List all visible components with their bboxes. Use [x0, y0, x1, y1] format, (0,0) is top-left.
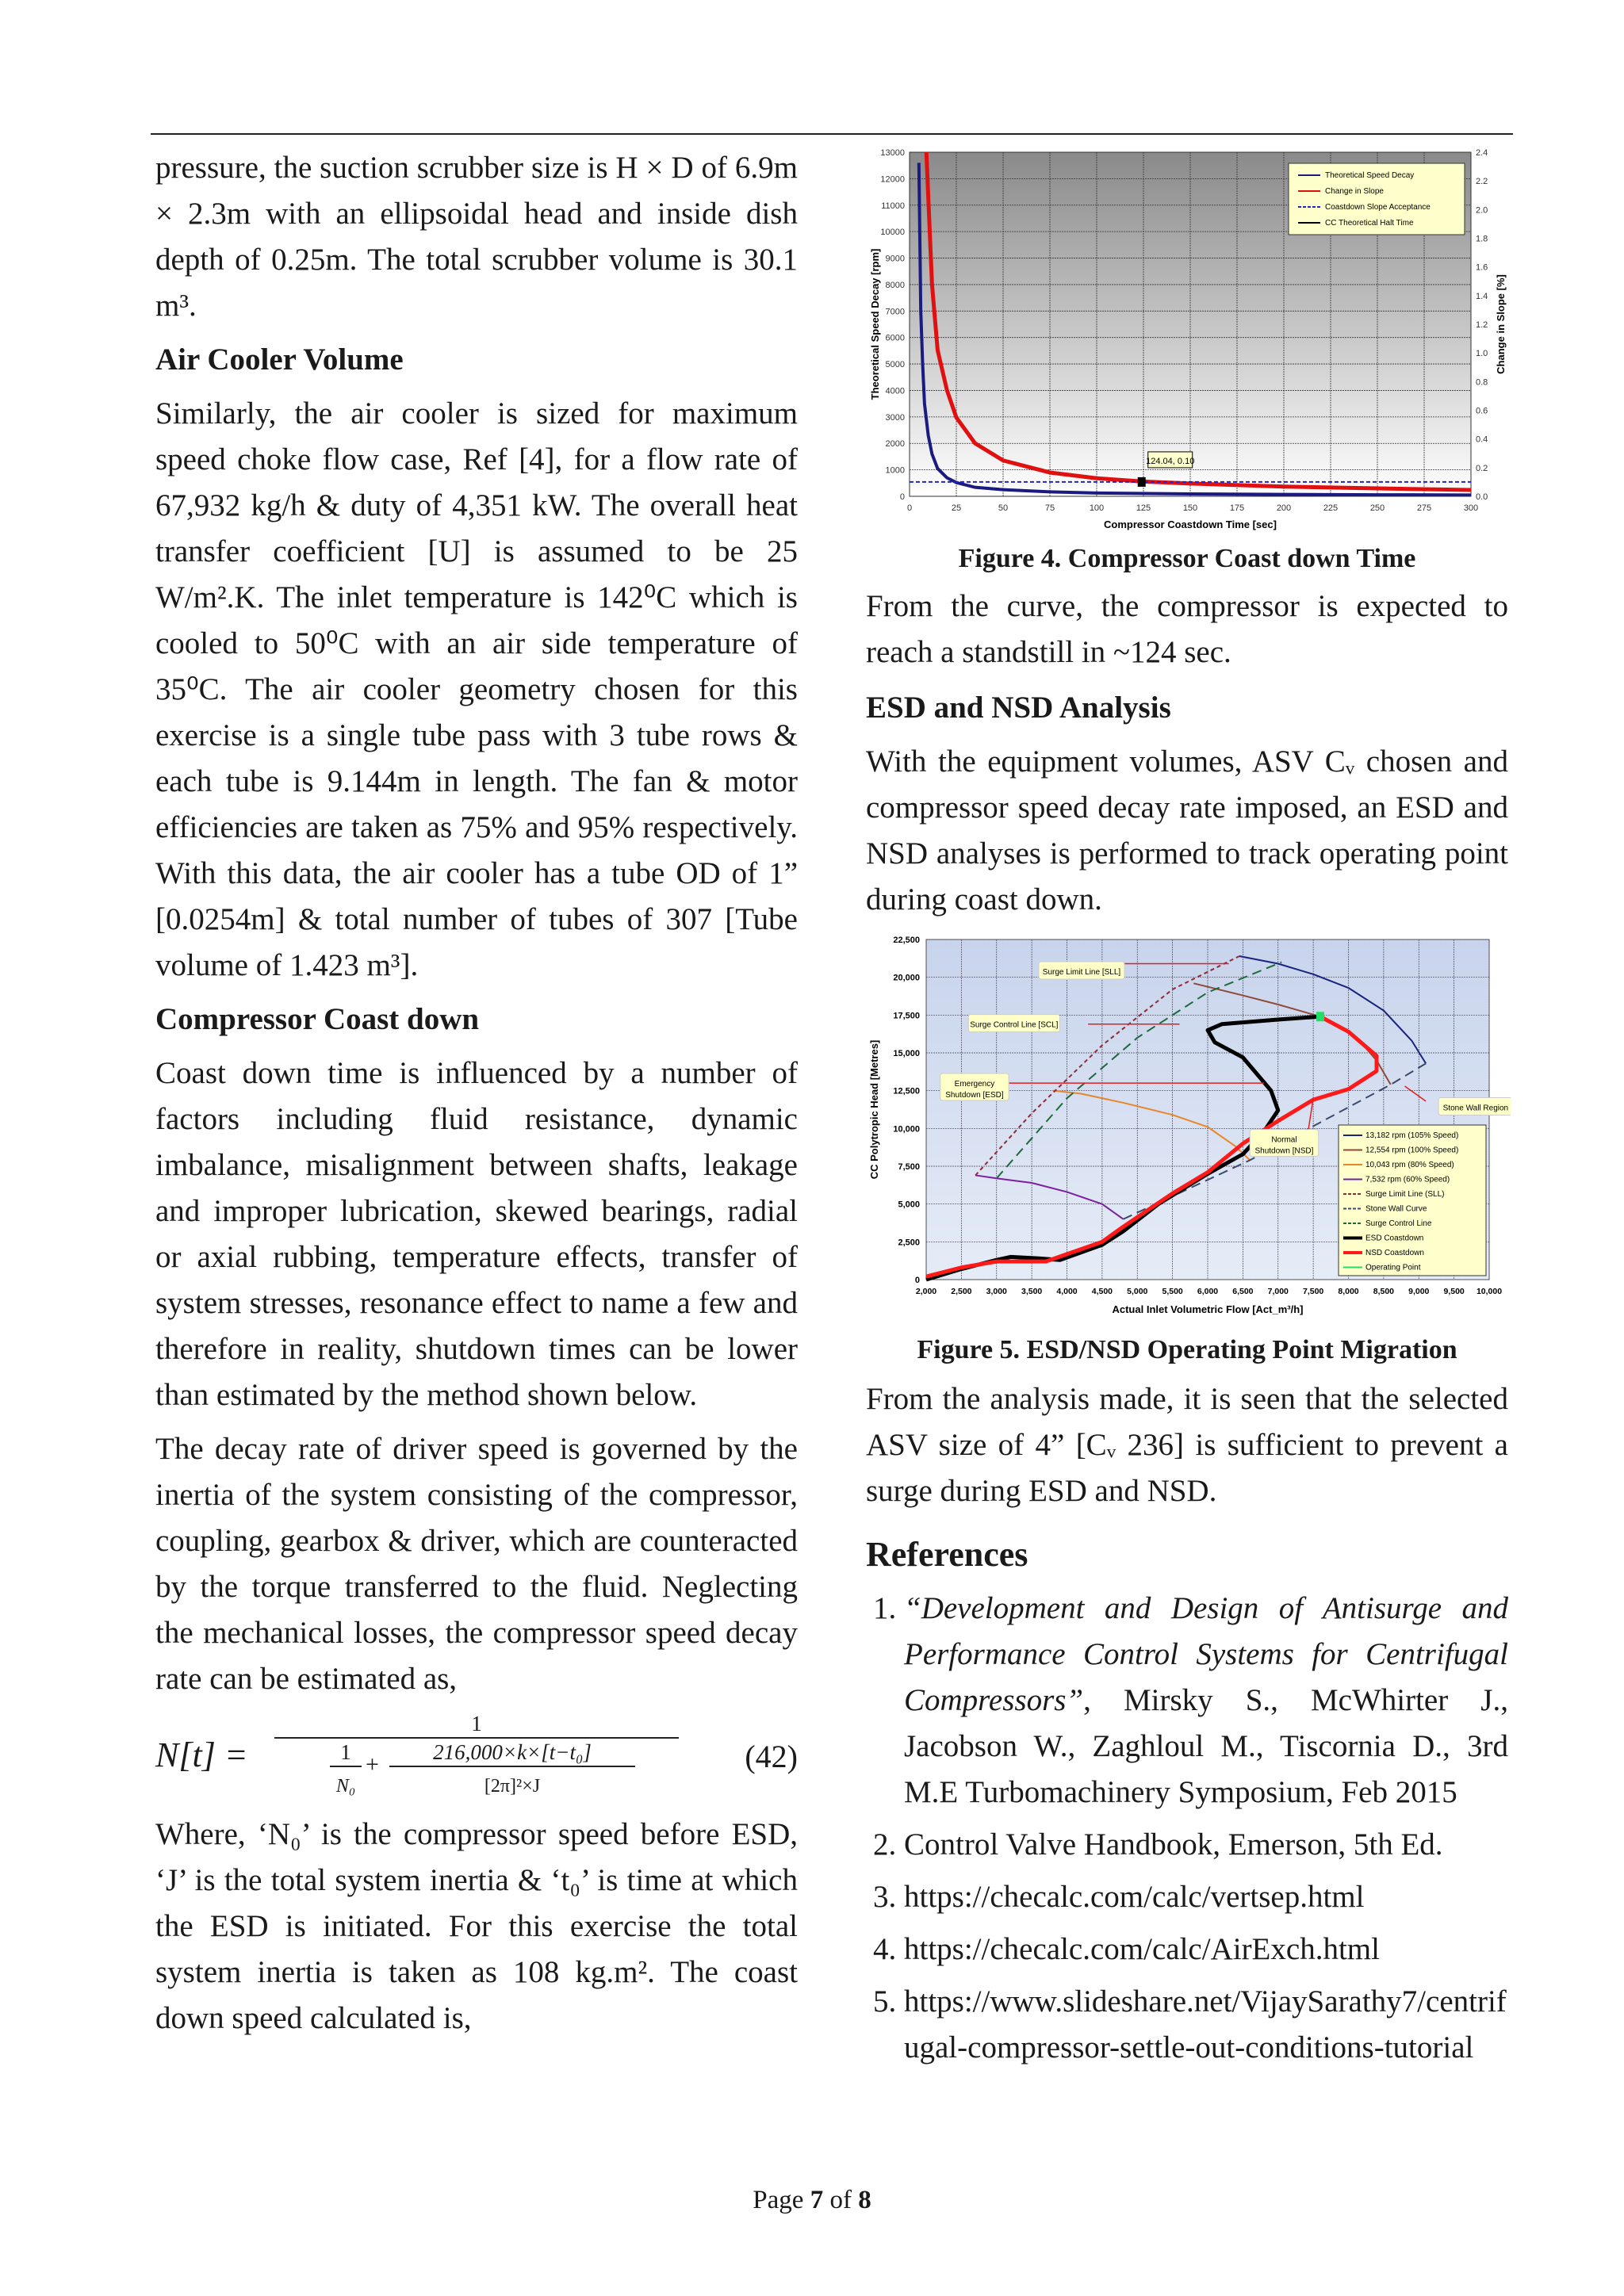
- y2-tick-label: 1.6: [1476, 262, 1488, 273]
- annotation-label: Surge Limit Line [SLL]: [1042, 967, 1121, 977]
- x-tick-label: 250: [1369, 503, 1385, 513]
- y-tick-label: 3000: [885, 412, 905, 423]
- y2-tick-label: 2.4: [1476, 148, 1488, 158]
- y2-tick-label: 1.2: [1476, 320, 1488, 330]
- references-list: [866, 1586, 1508, 2077]
- x-tick-label: 4,500: [1091, 1287, 1113, 1296]
- x-tick-label: 25: [951, 503, 962, 513]
- paragraph: Where, ‘N₀’ is the compressor speed before ESD, ‘J’ is the total system inertia & ‘t₀’ is time at which the ESD is initiated. For this exercise the total system inertia is taken as 108 kg.m². The coast down speed calculated is,: [155, 1817, 798, 2035]
- x-tick-label: 6,500: [1232, 1287, 1254, 1296]
- legend-label: Change in Slope: [1325, 187, 1384, 196]
- x-tick-label: 275: [1416, 503, 1432, 513]
- paragraph: Coast down time is influenced by a number of factors including fluid resistance, dynamic imbalance, misalignment between shafts, leakage and improper lubrication, skewed bearings, radial or axial rubbing, temperature effects, transfer of system stresses, resonance effect to name a few and therefore in reality, shutdown times can be lower than estimated by the method shown below.: [155, 1056, 798, 1412]
- legend-label: Stone Wall Curve: [1365, 1204, 1427, 1214]
- x-tick-label: 8,000: [1338, 1287, 1359, 1296]
- paragraph: With the equipment volumes, ASV Cᵥ chosen and compressor speed decay rate imposed, an ESD and NSD analyses is performed to track operating point during coast down.: [866, 744, 1508, 916]
- reference-text: , Mirsky S., McWhirter J., Jacobson W., Zaghloul M., Tiscornia D., 3rd M.E Turbomachinery Symposium, Feb 2015: [904, 1683, 1508, 1809]
- x-tick-label: 50: [998, 503, 1009, 513]
- header-rule: [151, 133, 1513, 135]
- x-tick-label: 75: [1044, 503, 1055, 513]
- eq-den-d: [2π]²×J: [484, 1776, 541, 1797]
- x-tick-label: 9,500: [1443, 1287, 1465, 1296]
- annotation-label: Shutdown [NSD]: [1254, 1146, 1314, 1156]
- equation-lhs: N[t] =: [155, 1735, 248, 1774]
- page-total: 8: [858, 2186, 871, 2214]
- page-footer: [0, 2186, 1624, 2215]
- y-tick-label: 0: [914, 1276, 920, 1285]
- annotation-label: Stone Wall Region: [1442, 1104, 1509, 1113]
- legend-label: 10,043 rpm (80% Speed): [1365, 1161, 1454, 1169]
- heading-air-cooler: Air Cooler Volume: [155, 342, 404, 377]
- y-tick-label: 2000: [885, 439, 905, 450]
- eq-den-a: 1: [330, 1739, 362, 1767]
- x-tick-label: 200: [1276, 503, 1292, 513]
- paragraph: From the analysis made, it is seen that the selected ASV size of 4” [Cᵥ 236] is sufficient to prevent a surge during ESD and NSD.: [866, 1382, 1508, 1508]
- y-tick-label: 20,000: [893, 973, 920, 983]
- paragraph: From the curve, the compressor is expected to reach a standstill in ~124 sec.: [866, 589, 1508, 669]
- y-tick-label: 5,000: [898, 1200, 920, 1210]
- heading-references: References: [866, 1535, 1028, 1574]
- page-number: 7: [810, 2186, 824, 2214]
- reference-item[interactable]: [904, 1979, 1508, 2071]
- paragraph: The decay rate of driver speed is governed by the inertia of the system consisting of the compressor, coupling, gearbox & driver, which are counteracted by the torque transferred to the fluid. Neglecting the mechanical losses, the compressor speed decay rate can be estimated as,: [155, 1432, 798, 1696]
- y-tick-label: 4000: [885, 386, 905, 396]
- x-tick-label: 100: [1089, 503, 1105, 513]
- y2-tick-label: 0.6: [1476, 406, 1488, 416]
- annotation-label: Shutdown [ESD]: [945, 1091, 1004, 1100]
- eq-den-c: 216,000×k×[t−t₀]: [389, 1739, 635, 1767]
- legend-label: Operating Point: [1365, 1263, 1421, 1272]
- y2-tick-label: 1.0: [1476, 349, 1488, 359]
- annotation-label: Emergency: [954, 1080, 995, 1089]
- x-tick-label: 300: [1463, 503, 1479, 513]
- y2-tick-label: 0.2: [1476, 463, 1488, 473]
- x-tick-label: 3,000: [986, 1287, 1007, 1296]
- x-tick-label: 150: [1182, 503, 1198, 513]
- reference-item[interactable]: [904, 1927, 1508, 1973]
- y-tick-label: 13000: [880, 148, 905, 158]
- y-tick-label: 10000: [880, 228, 905, 238]
- paragraph: Similarly, the air cooler is sized for maximum speed choke flow case, Ref [4], for a flow rate of 67,932 kg/h & duty of 4,351 kW. The overall heat transfer coefficient [U] is assumed to be 25 W/m².K. The inlet temperature is 142⁰C which is cooled to 50⁰C with an air side temperature of 35⁰C. The air cooler geometry chosen for this exercise is a single tube pass with 3 tube rows & each tube is 9.144m in length. The fan & motor efficiencies are taken as 75% and 95% respectively. With this data, the air cooler has a tube OD of 1” [0.0254m] & total number of tubes of 307 [Tube volume of 1.423 m³].: [155, 396, 798, 982]
- legend-label: Theoretical Speed Decay: [1325, 171, 1415, 180]
- equation-number: (42): [745, 1739, 798, 1774]
- x-tick-label: 125: [1136, 503, 1151, 513]
- reference-link[interactable]: https://checalc.com/calc/AirExch.html: [904, 1932, 1380, 1966]
- eq-plus: +: [366, 1751, 379, 1777]
- y2-tick-label: 1.8: [1476, 234, 1488, 244]
- x-tick-label: 2,000: [915, 1287, 937, 1296]
- heading-esd-nsd: ESD and NSD Analysis: [866, 691, 1171, 725]
- equation-fraction: [274, 1710, 679, 1805]
- reference-link[interactable]: https://www.slideshare.net/VijaySarathy7/centrifugal-compressor-settle-out-conditions-tutorial: [904, 1984, 1507, 2064]
- y2-tick-label: 0.8: [1476, 377, 1488, 388]
- heading-coast-down: Compressor Coast down: [155, 1002, 480, 1036]
- figure-4-caption: Figure 4. Compressor Coast down Time: [958, 544, 1416, 573]
- coastdown-chart: [864, 143, 1515, 539]
- x-tick-label: 3,500: [1021, 1287, 1043, 1296]
- legend-label: NSD Coastdown: [1365, 1249, 1424, 1257]
- reference-text: Control Valve Handbook, Emerson, 5th Ed.: [904, 1827, 1443, 1862]
- y-tick-label: 12000: [880, 174, 905, 185]
- legend-label: Surge Limit Line (SLL): [1365, 1190, 1445, 1199]
- annotation-label: 124.04, 0.10: [1146, 456, 1195, 466]
- x-axis-label: Compressor Coastdown Time [sec]: [1104, 519, 1277, 530]
- x-tick-label: 0: [906, 503, 913, 513]
- left-column: [155, 145, 798, 2049]
- y-tick-label: 7,500: [898, 1162, 920, 1172]
- legend-label: 13,182 rpm (105% Speed): [1365, 1131, 1459, 1140]
- legend-label: CC Theoretical Halt Time: [1325, 219, 1414, 228]
- x-tick-label: 7,500: [1302, 1287, 1324, 1296]
- x-tick-label: 175: [1229, 503, 1245, 513]
- y-tick-label: 11000: [881, 201, 905, 211]
- legend-label: Surge Control Line: [1365, 1219, 1432, 1228]
- operating-point-chart: [860, 928, 1511, 1324]
- equation-numerator: 1: [274, 1710, 679, 1739]
- x-tick-label: 225: [1323, 503, 1339, 513]
- y-tick-label: 2,500: [898, 1238, 920, 1248]
- x-tick-label: 10,000: [1476, 1287, 1503, 1296]
- y-tick-label: 8000: [885, 280, 905, 290]
- x-tick-label: 2,500: [951, 1287, 972, 1296]
- y2-axis-label: Change in Slope [%]: [1495, 274, 1507, 374]
- legend-label: Coastdown Slope Acceptance: [1325, 203, 1431, 212]
- y-axis-label: CC Polytropic Head [Metres]: [868, 1039, 880, 1180]
- reference-link[interactable]: https://checalc.com/calc/vertsep.html: [904, 1880, 1365, 1914]
- equation-42: [155, 1710, 798, 1804]
- y-axis-label: Theoretical Speed Decay [rpm]: [869, 248, 881, 400]
- legend-label: ESD Coastdown: [1365, 1234, 1424, 1243]
- y-tick-label: 12,500: [893, 1086, 920, 1096]
- footer-prefix: Page: [753, 2186, 810, 2214]
- annotation-label: Surge Control Line [SCL]: [970, 1020, 1059, 1030]
- y-tick-label: 5000: [885, 360, 905, 370]
- reference-item: [904, 1586, 1508, 1816]
- y2-tick-label: 2.0: [1476, 205, 1488, 216]
- operating-point-marker: [1316, 1012, 1324, 1021]
- y-tick-label: 10,000: [893, 1124, 920, 1135]
- figure-5-caption: Figure 5. ESD/NSD Operating Point Migration: [917, 1335, 1457, 1364]
- y2-tick-label: 1.4: [1476, 291, 1488, 301]
- reference-item[interactable]: [904, 1874, 1508, 1920]
- y-tick-label: 0: [899, 492, 905, 502]
- x-tick-label: 5,000: [1127, 1287, 1148, 1296]
- y-tick-label: 15,000: [893, 1049, 920, 1058]
- x-tick-label: 9,000: [1408, 1287, 1430, 1296]
- paragraph: pressure, the suction scrubber size is H × D of 6.9m × 2.3m with an ellipsoidal head and inside dish depth of 0.25m. The total scrubber volume is 30.1 m³.: [155, 151, 798, 323]
- y-tick-label: 7000: [885, 307, 905, 317]
- x-tick-label: 4,000: [1056, 1287, 1078, 1296]
- x-tick-label: 5,500: [1162, 1287, 1183, 1296]
- x-tick-label: 8,500: [1373, 1287, 1395, 1296]
- y-tick-label: 6000: [885, 333, 905, 343]
- legend-label: 12,554 rpm (100% Speed): [1365, 1146, 1459, 1155]
- y2-tick-label: 0.0: [1476, 492, 1488, 502]
- x-axis-label: Actual Inlet Volumetric Flow [Act_m³/h]: [1112, 1303, 1304, 1315]
- y-tick-label: 9000: [885, 254, 905, 264]
- eq-den-b: N₀: [335, 1776, 356, 1797]
- annotation-label: Normal: [1271, 1135, 1297, 1145]
- legend-label: 7,532 rpm (60% Speed): [1365, 1175, 1450, 1184]
- reference-item: [904, 1822, 1508, 1868]
- footer-of: of: [823, 2186, 859, 2214]
- reference-title: “Development and Design of Antisurge and Performance Control Systems for Centrifugal Compressors”: [904, 1591, 1508, 1717]
- series-marker: [1138, 477, 1146, 487]
- y-tick-label: 17,500: [893, 1011, 920, 1021]
- y-tick-label: 22,500: [893, 936, 920, 945]
- x-tick-label: 7,000: [1267, 1287, 1289, 1296]
- y-tick-label: 1000: [885, 465, 905, 476]
- x-tick-label: 6,000: [1197, 1287, 1219, 1296]
- y2-tick-label: 2.2: [1476, 177, 1488, 187]
- y2-tick-label: 0.4: [1476, 434, 1488, 445]
